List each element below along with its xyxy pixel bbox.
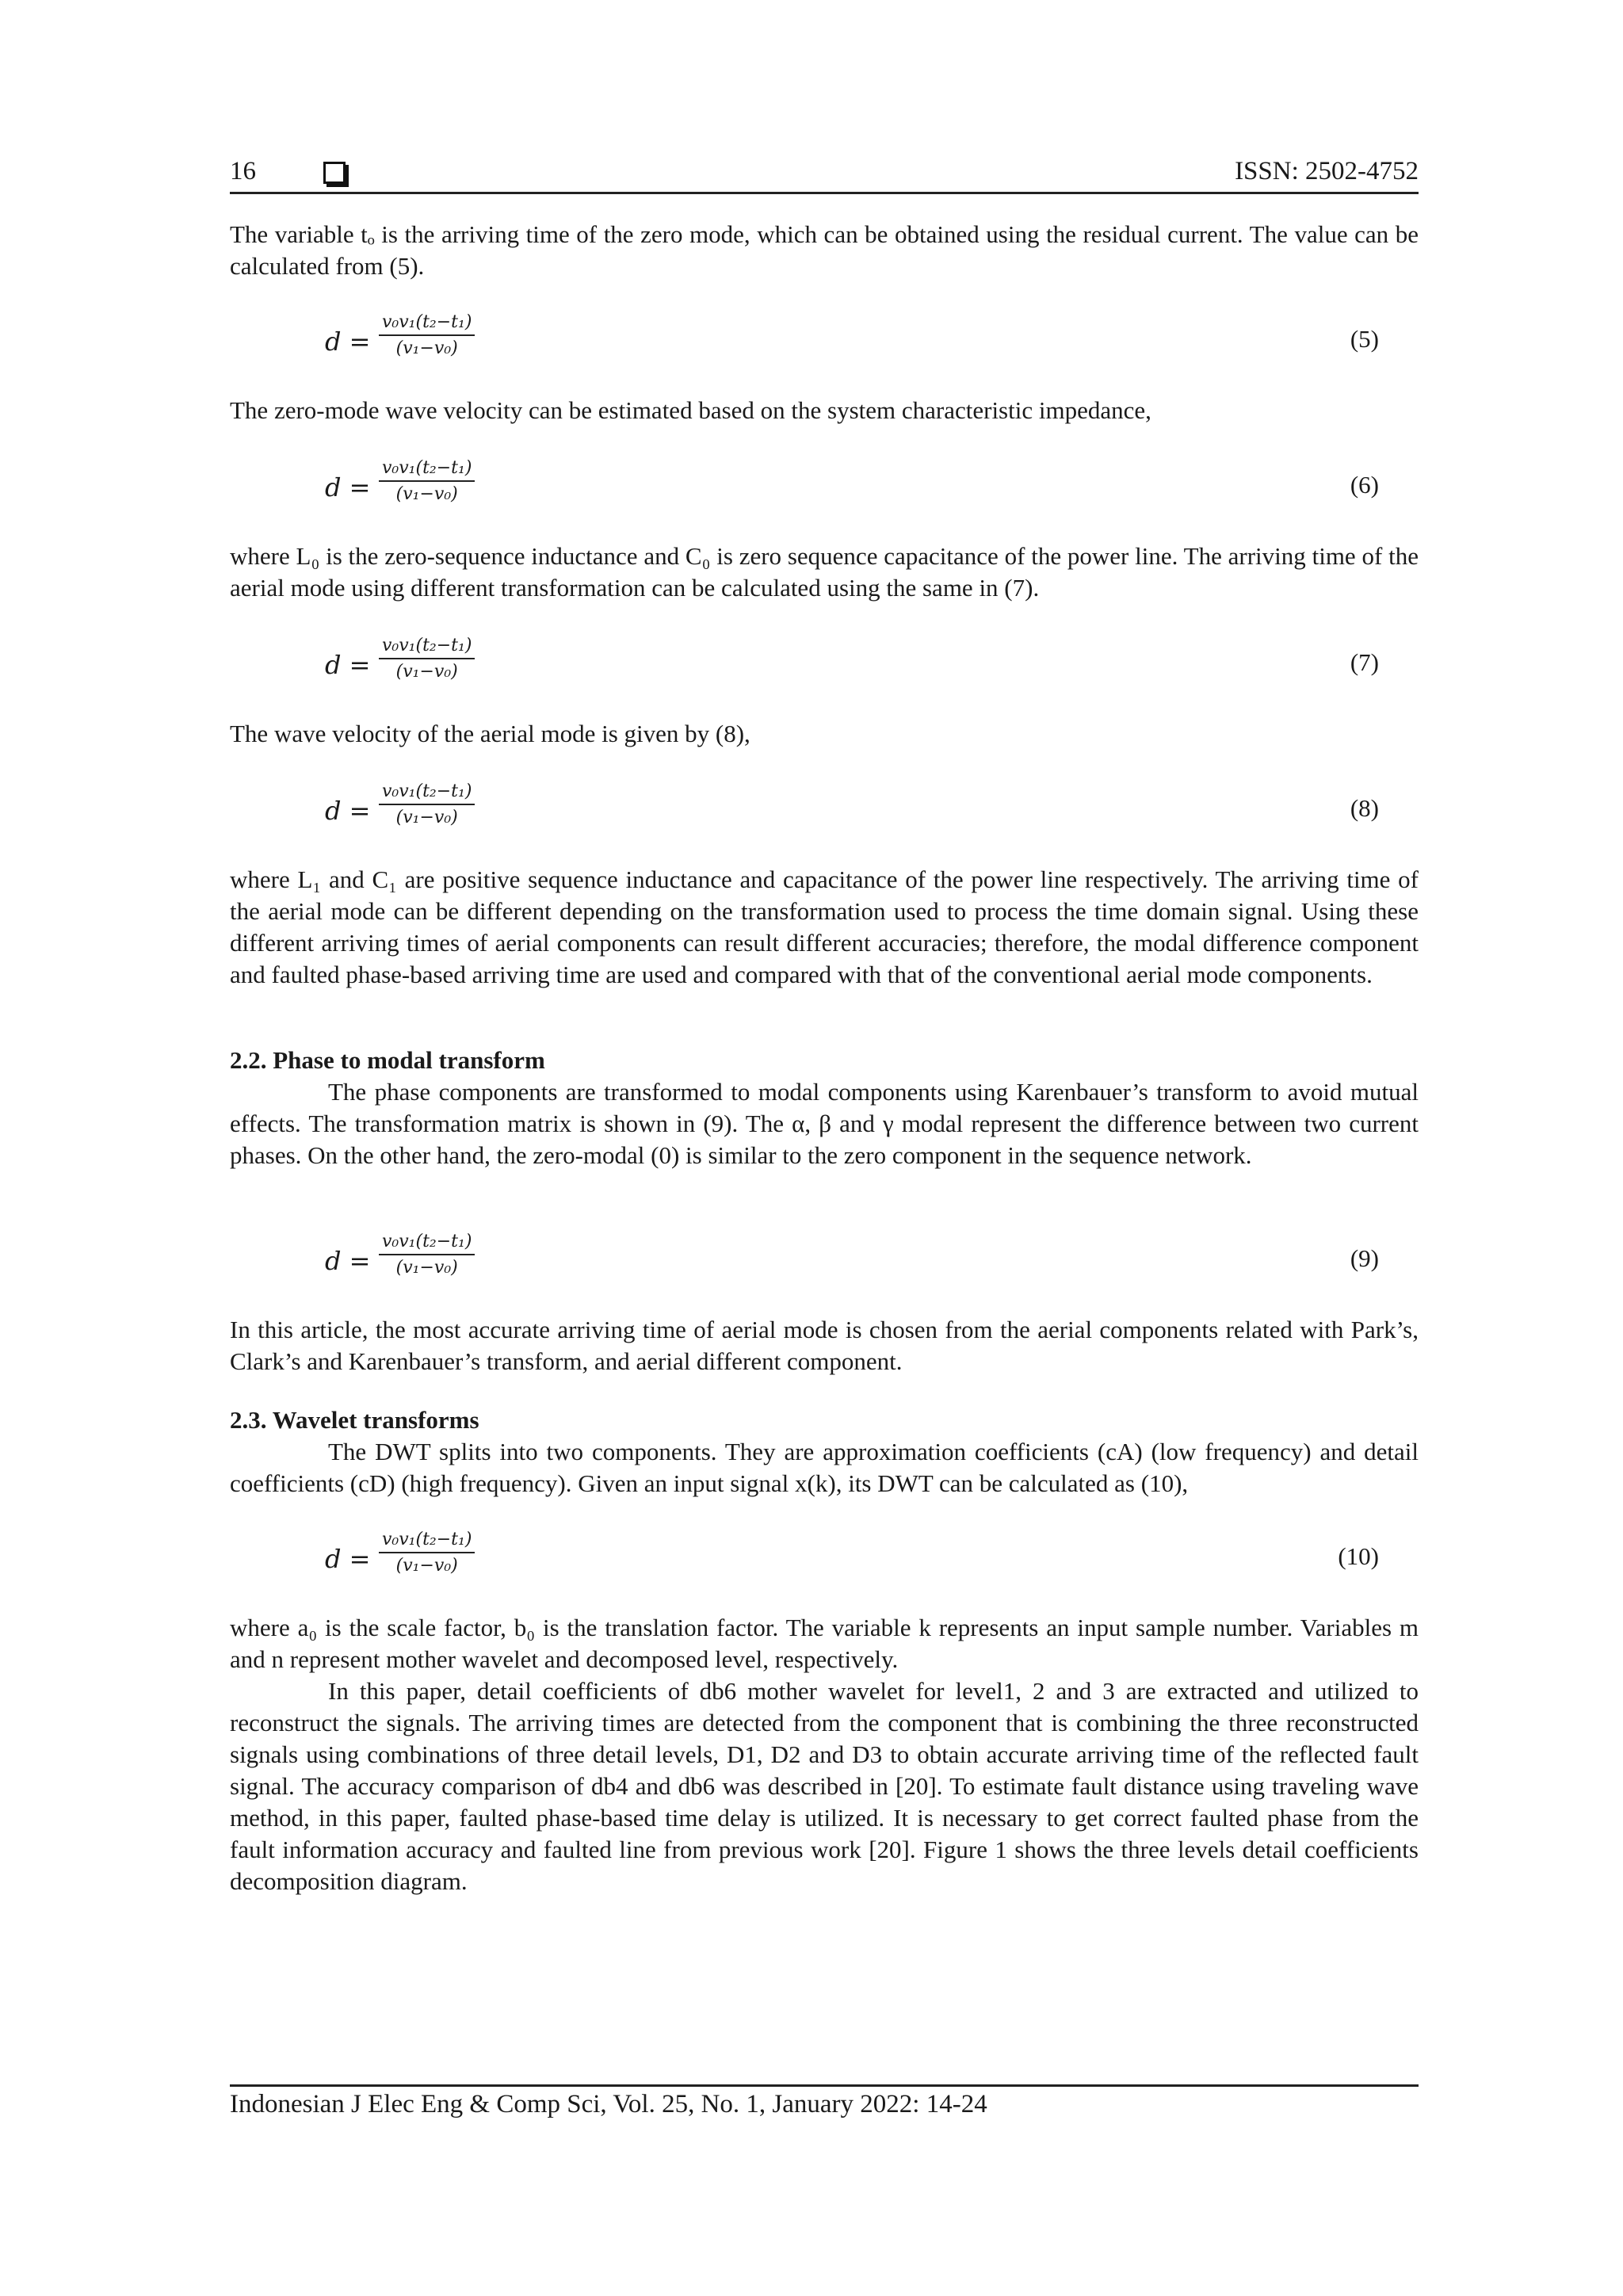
square-icon bbox=[323, 162, 346, 184]
equation bbox=[325, 1230, 1379, 1297]
equation-number: (9) bbox=[1350, 1244, 1379, 1272]
equation-lhs: d = bbox=[325, 327, 371, 357]
equation-denominator: (v₁−v₀) bbox=[395, 338, 458, 358]
equation-fraction bbox=[379, 634, 475, 685]
journal-citation: Indonesian J Elec Eng & Comp Sci, Vol. 25, No. 1, January 2022: 14-24 bbox=[230, 2090, 987, 2118]
equation-denominator: (v₁−v₀) bbox=[395, 1556, 458, 1576]
issn: ISSN: 2502-4752 bbox=[1235, 157, 1419, 185]
paragraph: The variable tₒ is the arriving time of the zero mode, which can be obtained using the residual current. The value can be calculated from (5). bbox=[230, 220, 1419, 280]
equation-denominator: (v₁−v₀) bbox=[395, 662, 458, 682]
paragraph: The zero-mode wave velocity can be estimated based on the system characteristic impedance, bbox=[230, 396, 1151, 424]
equation-numerator: v₀v₁(t₂−t₁) bbox=[379, 1230, 475, 1255]
equation bbox=[325, 634, 1379, 701]
equation-number: (6) bbox=[1350, 471, 1379, 499]
equation-fraction bbox=[379, 311, 475, 361]
equation-lhs: d = bbox=[325, 1544, 371, 1574]
equation-number: (8) bbox=[1350, 794, 1379, 822]
equation-lhs: d = bbox=[325, 796, 371, 826]
page-footer bbox=[230, 2084, 1419, 2119]
equation-numerator: v₀v₁(t₂−t₁) bbox=[379, 311, 475, 336]
equation-fraction bbox=[379, 780, 475, 831]
paragraph: The DWT splits into two components. They are approximation coefficients (cA) (low frequency) and detail coefficients (cD) (high frequency). Given an input signal x(k), its DWT can be calculated as (10), bbox=[230, 1438, 1419, 1497]
equation-numerator: v₀v₁(t₂−t₁) bbox=[379, 1528, 475, 1553]
equation-fraction bbox=[379, 1528, 475, 1579]
equation-denominator: (v₁−v₀) bbox=[395, 1258, 458, 1278]
paragraph: where L₀ is the zero-sequence inductance and C₀ is zero sequence capacitance of the power line. The arriving time of the aerial mode using different transformation can be calculated using the same in (7). bbox=[230, 542, 1419, 602]
equation-lhs: d = bbox=[325, 650, 371, 680]
equation-numerator: v₀v₁(t₂−t₁) bbox=[379, 634, 475, 659]
section-heading: 2.2. Phase to modal transform bbox=[230, 1046, 545, 1074]
equation-denominator: (v₁−v₀) bbox=[395, 484, 458, 504]
equation-numerator: v₀v₁(t₂−t₁) bbox=[379, 457, 475, 482]
paragraph: where a₀ is the scale factor, b₀ is the translation factor. The variable k represents an input sample number. Variables m and n represent mother wavelet and decomposed level, respectively. bbox=[230, 1614, 1419, 1673]
equation-lhs: d = bbox=[325, 472, 371, 502]
paragraph: In this paper, detail coefficients of db6 mother wavelet for level1, 2 and 3 are extracted and utilized to reconstruct the signals. The arriving times are detected from the component that is combining the three reconstructed signals using combinations of three detail levels, D1, D2 and D3 to obtain accurate arriving time of the reflected fault signal. The accuracy comparison of db4 and db6 was described in [20]. To estimate fault distance using traveling wave method, in this paper, faulted phase-based time delay is utilized. It is necessary to get correct faulted phase from the fault information accuracy and faulted line from previous work [20]. Figure 1 shows the three levels detail coefficients decomposition diagram. bbox=[230, 1677, 1419, 1895]
equation bbox=[325, 311, 1379, 377]
equation-number: (10) bbox=[1338, 1542, 1379, 1570]
paragraph: The wave velocity of the aerial mode is given by (8), bbox=[230, 720, 750, 747]
paragraph: The phase components are transformed to modal components using Karenbauer’s transform to avoid mutual effects. The transformation matrix is shown in (9). The α, β and γ modal represent the difference between two current phases. On the other hand, the zero-modal (0) is similar to the zero component in the sequence network. bbox=[230, 1078, 1419, 1169]
paragraph: In this article, the most accurate arriving time of aerial mode is chosen from the aerial components related with Park’s, Clark’s and Karenbauer’s transform, and aerial different component. bbox=[230, 1316, 1419, 1375]
paragraph: where L₁ and C₁ are positive sequence inductance and capacitance of the power line respectively. The arriving time of the aerial mode can be different depending on the transformation used to process the time domain signal. Using these different arriving times of aerial components can result different accuracies; therefore, the modal difference component and faulted phase-based arriving time are used and compared with that of the conventional aerial mode components. bbox=[230, 865, 1419, 988]
equation-numerator: v₀v₁(t₂−t₁) bbox=[379, 780, 475, 805]
equation bbox=[325, 1528, 1379, 1595]
equation-number: (7) bbox=[1350, 648, 1379, 676]
section-heading: 2.3. Wavelet transforms bbox=[230, 1406, 479, 1434]
equation-denominator: (v₁−v₀) bbox=[395, 808, 458, 827]
equation bbox=[325, 780, 1379, 846]
page-header bbox=[230, 152, 1419, 194]
equation-number: (5) bbox=[1350, 325, 1379, 353]
page-number: 16 bbox=[230, 157, 256, 185]
equation-fraction bbox=[379, 457, 475, 507]
equation-lhs: d = bbox=[325, 1246, 371, 1276]
equation-fraction bbox=[379, 1230, 475, 1281]
equation bbox=[325, 457, 1379, 523]
